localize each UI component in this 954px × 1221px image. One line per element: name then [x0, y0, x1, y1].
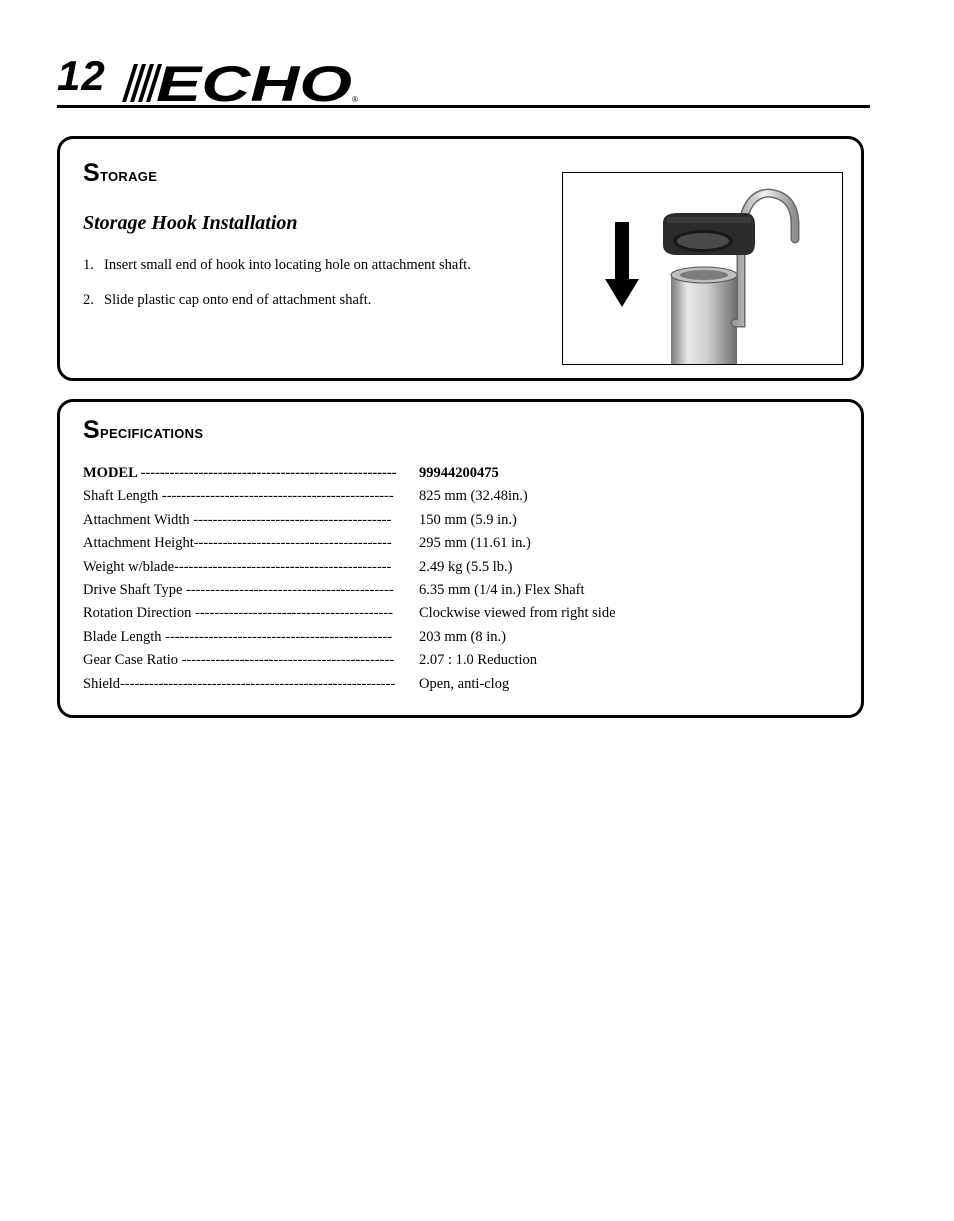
step-text: Insert small end of hook into locating hole on attachment shaft.: [104, 257, 471, 273]
spec-value: Open, anti-clog: [419, 675, 510, 692]
spec-value: 295 mm (11.61 in.): [419, 535, 531, 552]
spec-value: 203 mm (8 in.): [419, 628, 506, 645]
page-header: [57, 52, 870, 108]
specifications-title-rest: pecifications: [99, 422, 204, 443]
spec-label: Drive Shaft Type -------------------------------------------: [83, 581, 394, 598]
spec-row: [83, 626, 616, 649]
step-number: 2.: [83, 292, 94, 308]
storage-title-cap: S: [83, 159, 100, 187]
storage-hook-illustration: [563, 173, 842, 364]
spec-value: 6.35 mm (1/4 in.) Flex Shaft: [419, 581, 585, 598]
spec-value: 150 mm (5.9 in.): [419, 511, 517, 528]
spec-label: Attachment Width -----------------------------------------: [83, 511, 392, 528]
spec-value: 2.49 kg (5.5 lb.): [419, 558, 513, 575]
logo-registered-mark: ®: [352, 95, 358, 104]
spec-row: [83, 485, 616, 508]
step-text: Slide plastic cap onto end of attachment shaft.: [104, 292, 372, 308]
spec-label: Shield---------------------------------------------------------: [83, 675, 396, 692]
spec-row: [83, 532, 616, 555]
storage-steps: [83, 257, 471, 327]
attachment-shaft: [671, 273, 737, 364]
storage-hook-subtitle: Storage Hook Installation: [83, 212, 298, 234]
specifications-title-cap: S: [83, 416, 100, 444]
spec-row: [83, 602, 616, 625]
step-item: [83, 292, 471, 309]
spec-row-model: [83, 462, 616, 485]
spec-label: Weight w/blade---------------------------------------------: [83, 558, 392, 575]
spec-label: MODEL -----------------------------------------------------: [83, 465, 397, 481]
logo-text: ECHO: [156, 58, 353, 104]
spec-row: [83, 556, 616, 579]
storage-panel: [57, 136, 864, 381]
specifications-panel: [57, 399, 864, 718]
storage-hook: [735, 193, 795, 323]
down-arrow-icon: [605, 222, 639, 307]
storage-title: [83, 159, 157, 188]
spec-row: [83, 509, 616, 532]
spec-label: Blade Length -----------------------------------------------: [83, 628, 393, 645]
step-item: [83, 257, 471, 274]
storage-title-rest: torage: [99, 165, 158, 186]
spec-label: Gear Case Ratio --------------------------------------------: [83, 652, 395, 669]
spec-value: 99944200475: [419, 465, 499, 481]
page-number: 12: [57, 52, 106, 99]
spec-label: Attachment Height-----------------------------------------: [83, 535, 392, 552]
spec-value: Clockwise viewed from right side: [419, 605, 616, 622]
spec-value: 825 mm (32.48in.): [419, 488, 528, 505]
step-number: 1.: [83, 257, 94, 273]
spec-label: Shaft Length ------------------------------------------------: [83, 488, 394, 505]
spec-label: Rotation Direction -----------------------------------------: [83, 605, 393, 622]
plastic-cap: [663, 213, 755, 255]
spec-row: [83, 649, 616, 672]
echo-logo: [112, 58, 364, 104]
header-rule: [57, 105, 870, 108]
spec-value: 2.07 : 1.0 Reduction: [419, 652, 538, 669]
specifications-table: [83, 462, 616, 696]
storage-hook-photo: [562, 172, 843, 365]
spec-row: [83, 673, 616, 696]
specifications-title: [83, 416, 203, 445]
spec-row: [83, 579, 616, 602]
